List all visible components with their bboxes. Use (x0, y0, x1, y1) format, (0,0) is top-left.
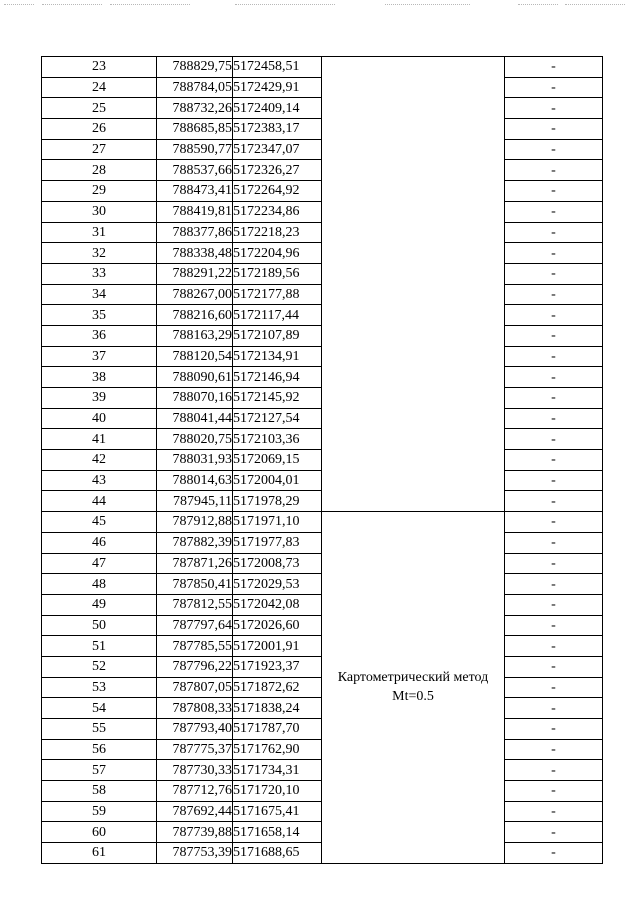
x-coordinate-cell: 787793,40 (157, 719, 233, 740)
y-coordinate-cell: 5172029,53 (233, 574, 322, 595)
point-number-cell: 29 (42, 181, 157, 202)
method-accuracy-text: Mt=0.5 (392, 689, 434, 705)
point-number-cell: 48 (42, 574, 157, 595)
dash-cell: - (505, 470, 603, 491)
point-number-cell: 35 (42, 305, 157, 326)
point-number-cell: 27 (42, 139, 157, 160)
dash-cell: - (505, 553, 603, 574)
point-number-cell: 56 (42, 739, 157, 760)
point-number-cell: 28 (42, 160, 157, 181)
dash-cell: - (505, 77, 603, 98)
y-coordinate-cell: 5172189,56 (233, 263, 322, 284)
point-number-cell: 45 (42, 512, 157, 533)
dash-cell: - (505, 450, 603, 471)
y-coordinate-cell: 5171787,70 (233, 719, 322, 740)
x-coordinate-cell: 787912,88 (157, 512, 233, 533)
dash-cell: - (505, 263, 603, 284)
dash-cell: - (505, 284, 603, 305)
dash-cell: - (505, 119, 603, 140)
dash-cell: - (505, 822, 603, 843)
y-coordinate-cell: 5172117,44 (233, 305, 322, 326)
header-mark (235, 4, 335, 5)
point-number-cell: 32 (42, 243, 157, 264)
dash-cell: - (505, 760, 603, 781)
y-coordinate-cell: 5172218,23 (233, 222, 322, 243)
header-mark (565, 4, 625, 5)
point-number-cell: 33 (42, 263, 157, 284)
dash-cell: - (505, 843, 603, 864)
x-coordinate-cell: 787692,44 (157, 801, 233, 822)
table-row (42, 57, 603, 78)
point-number-cell: 54 (42, 698, 157, 719)
point-number-cell: 58 (42, 781, 157, 802)
x-coordinate-cell: 787775,37 (157, 739, 233, 760)
y-coordinate-cell: 5172127,54 (233, 408, 322, 429)
y-coordinate-cell: 5171734,31 (233, 760, 322, 781)
point-number-cell: 51 (42, 636, 157, 657)
y-coordinate-cell: 5172103,36 (233, 429, 322, 450)
dash-cell: - (505, 574, 603, 595)
y-coordinate-cell: 5172326,27 (233, 160, 322, 181)
dash-cell: - (505, 636, 603, 657)
x-coordinate-cell: 788020,75 (157, 429, 233, 450)
dash-cell: - (505, 222, 603, 243)
y-coordinate-cell: 5172146,94 (233, 367, 322, 388)
dash-cell: - (505, 346, 603, 367)
x-coordinate-cell: 787730,33 (157, 760, 233, 781)
x-coordinate-cell: 788291,22 (157, 263, 233, 284)
method-name-text: Картометрический метод (337, 670, 489, 686)
point-number-cell: 23 (42, 57, 157, 78)
x-coordinate-cell: 788377,86 (157, 222, 233, 243)
point-number-cell: 61 (42, 843, 157, 864)
dash-cell: - (505, 243, 603, 264)
y-coordinate-cell: 5171923,37 (233, 656, 322, 677)
x-coordinate-cell: 788120,54 (157, 346, 233, 367)
header-mark (518, 4, 558, 5)
y-coordinate-cell: 5171971,10 (233, 512, 322, 533)
x-coordinate-cell: 788590,77 (157, 139, 233, 160)
dash-cell: - (505, 181, 603, 202)
point-number-cell: 25 (42, 98, 157, 119)
x-coordinate-cell: 788267,00 (157, 284, 233, 305)
x-coordinate-cell: 787807,05 (157, 677, 233, 698)
y-coordinate-cell: 5172204,96 (233, 243, 322, 264)
point-number-cell: 46 (42, 532, 157, 553)
coordinates-table (41, 56, 603, 864)
dash-cell: - (505, 512, 603, 533)
point-number-cell: 57 (42, 760, 157, 781)
point-number-cell: 37 (42, 346, 157, 367)
dash-cell: - (505, 656, 603, 677)
point-number-cell: 47 (42, 553, 157, 574)
y-coordinate-cell: 5171675,41 (233, 801, 322, 822)
x-coordinate-cell: 788784,05 (157, 77, 233, 98)
y-coordinate-cell: 5171977,83 (233, 532, 322, 553)
table-row (42, 512, 603, 533)
dash-cell: - (505, 367, 603, 388)
point-number-cell: 52 (42, 656, 157, 677)
dash-cell: - (505, 388, 603, 409)
point-number-cell: 42 (42, 450, 157, 471)
point-number-cell: 24 (42, 77, 157, 98)
x-coordinate-cell: 788041,44 (157, 408, 233, 429)
y-coordinate-cell: 5171872,62 (233, 677, 322, 698)
y-coordinate-cell: 5172234,86 (233, 201, 322, 222)
y-coordinate-cell: 5172001,91 (233, 636, 322, 657)
point-number-cell: 43 (42, 470, 157, 491)
y-coordinate-cell: 5172383,17 (233, 119, 322, 140)
header-mark (4, 4, 34, 5)
dash-cell: - (505, 429, 603, 450)
x-coordinate-cell: 788537,66 (157, 160, 233, 181)
point-number-cell: 55 (42, 719, 157, 740)
point-number-cell: 40 (42, 408, 157, 429)
y-coordinate-cell: 5172177,88 (233, 284, 322, 305)
y-coordinate-cell: 5172409,14 (233, 98, 322, 119)
point-number-cell: 34 (42, 284, 157, 305)
point-number-cell: 50 (42, 615, 157, 636)
y-coordinate-cell: 5172026,60 (233, 615, 322, 636)
dash-cell: - (505, 698, 603, 719)
point-number-cell: 41 (42, 429, 157, 450)
dash-cell: - (505, 139, 603, 160)
method-cell (322, 512, 505, 864)
y-coordinate-cell: 5172458,51 (233, 57, 322, 78)
point-number-cell: 36 (42, 325, 157, 346)
y-coordinate-cell: 5172347,07 (233, 139, 322, 160)
x-coordinate-cell: 788163,29 (157, 325, 233, 346)
dash-cell: - (505, 532, 603, 553)
dash-cell: - (505, 201, 603, 222)
x-coordinate-cell: 787796,22 (157, 656, 233, 677)
x-coordinate-cell: 788014,63 (157, 470, 233, 491)
point-number-cell: 30 (42, 201, 157, 222)
y-coordinate-cell: 5171720,10 (233, 781, 322, 802)
dash-cell: - (505, 491, 603, 512)
dash-cell: - (505, 739, 603, 760)
dash-cell: - (505, 781, 603, 802)
x-coordinate-cell: 787945,11 (157, 491, 233, 512)
x-coordinate-cell: 787753,39 (157, 843, 233, 864)
y-coordinate-cell: 5172264,92 (233, 181, 322, 202)
point-number-cell: 26 (42, 119, 157, 140)
x-coordinate-cell: 787797,64 (157, 615, 233, 636)
dash-cell: - (505, 615, 603, 636)
y-coordinate-cell: 5172107,89 (233, 325, 322, 346)
point-number-cell: 44 (42, 491, 157, 512)
x-coordinate-cell: 788732,26 (157, 98, 233, 119)
point-number-cell: 39 (42, 388, 157, 409)
y-coordinate-cell: 5171838,24 (233, 698, 322, 719)
dash-cell: - (505, 677, 603, 698)
x-coordinate-cell: 788685,85 (157, 119, 233, 140)
y-coordinate-cell: 5172134,91 (233, 346, 322, 367)
x-coordinate-cell: 787871,26 (157, 553, 233, 574)
dash-cell: - (505, 408, 603, 429)
y-coordinate-cell: 5172069,15 (233, 450, 322, 471)
point-number-cell: 49 (42, 594, 157, 615)
x-coordinate-cell: 788338,48 (157, 243, 233, 264)
y-coordinate-cell: 5172004,01 (233, 470, 322, 491)
x-coordinate-cell: 787785,55 (157, 636, 233, 657)
x-coordinate-cell: 787812,55 (157, 594, 233, 615)
x-coordinate-cell: 788419,81 (157, 201, 233, 222)
y-coordinate-cell: 5171762,90 (233, 739, 322, 760)
y-coordinate-cell: 5172008,73 (233, 553, 322, 574)
dash-cell: - (505, 98, 603, 119)
x-coordinate-cell: 787739,88 (157, 822, 233, 843)
point-number-cell: 31 (42, 222, 157, 243)
x-coordinate-cell: 788473,41 (157, 181, 233, 202)
point-number-cell: 60 (42, 822, 157, 843)
y-coordinate-cell: 5171658,14 (233, 822, 322, 843)
point-number-cell: 38 (42, 367, 157, 388)
y-coordinate-cell: 5172145,92 (233, 388, 322, 409)
y-coordinate-cell: 5171978,29 (233, 491, 322, 512)
dash-cell: - (505, 594, 603, 615)
point-number-cell: 53 (42, 677, 157, 698)
dash-cell: - (505, 719, 603, 740)
x-coordinate-cell: 788070,16 (157, 388, 233, 409)
header-mark (385, 4, 470, 5)
dash-cell: - (505, 325, 603, 346)
x-coordinate-cell: 787712,76 (157, 781, 233, 802)
header-mark (110, 4, 190, 5)
page-header-marks (0, 4, 639, 8)
y-coordinate-cell: 5172429,91 (233, 77, 322, 98)
header-mark (42, 4, 102, 5)
dash-cell: - (505, 160, 603, 181)
dash-cell: - (505, 801, 603, 822)
dash-cell: - (505, 57, 603, 78)
y-coordinate-cell: 5172042,08 (233, 594, 322, 615)
x-coordinate-cell: 787850,41 (157, 574, 233, 595)
x-coordinate-cell: 787808,33 (157, 698, 233, 719)
x-coordinate-cell: 787882,39 (157, 532, 233, 553)
x-coordinate-cell: 788031,93 (157, 450, 233, 471)
point-number-cell: 59 (42, 801, 157, 822)
x-coordinate-cell: 788829,75 (157, 57, 233, 78)
method-cell-empty (322, 57, 505, 512)
dash-cell: - (505, 305, 603, 326)
x-coordinate-cell: 788090,61 (157, 367, 233, 388)
coordinates-table-body (42, 57, 603, 864)
x-coordinate-cell: 788216,60 (157, 305, 233, 326)
y-coordinate-cell: 5171688,65 (233, 843, 322, 864)
